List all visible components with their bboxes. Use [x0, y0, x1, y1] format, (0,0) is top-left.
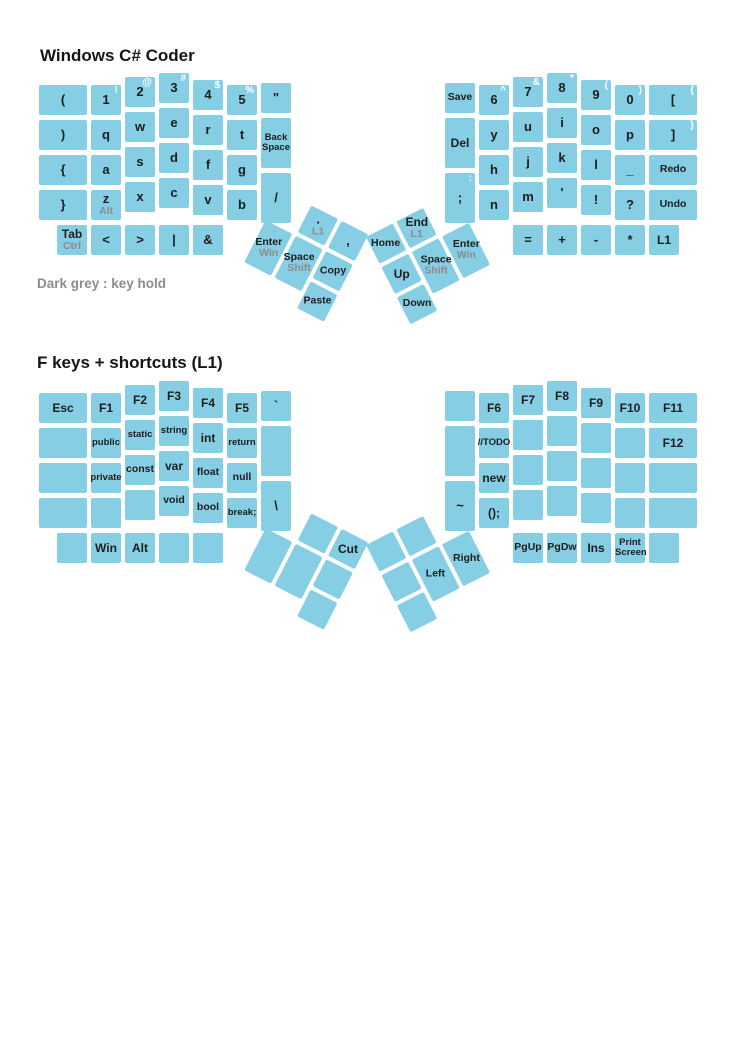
key-label-group [132, 542, 148, 555]
key-static [125, 420, 155, 450]
key-label-group [167, 390, 181, 403]
key-label-group [90, 473, 121, 483]
key-label: int [200, 430, 216, 445]
key-label: Win [95, 540, 117, 555]
key-label: Enter [254, 235, 282, 248]
key-f7 [513, 385, 543, 415]
key-label-group [197, 467, 219, 478]
key-label: / [274, 190, 278, 206]
key-label-group [228, 508, 257, 518]
key-shift-label: % [245, 85, 254, 96]
key-label: m [522, 189, 534, 205]
key-label: > [136, 232, 144, 248]
key-f10 [615, 393, 645, 423]
key-label: d [170, 150, 178, 166]
key-label-group [197, 502, 219, 513]
key-shift-label: : [468, 173, 472, 184]
key-blank [39, 498, 87, 528]
key-blank [581, 423, 611, 453]
key-blank [261, 426, 291, 476]
key-label: w [134, 119, 146, 135]
key-label: 3 [170, 80, 178, 96]
key-label: Tab [61, 226, 83, 241]
key-blank [649, 498, 697, 528]
key-label: - [593, 232, 599, 248]
key-label: " [272, 90, 280, 106]
key-label: End [405, 215, 428, 230]
key-label-group [589, 397, 603, 410]
key-label: Space [283, 251, 315, 264]
key-win [91, 533, 121, 563]
key-blank [581, 458, 611, 488]
key-label-group [482, 472, 505, 485]
key-label-group [620, 402, 641, 415]
key-label: ) [60, 127, 66, 143]
key-f11 [649, 393, 697, 423]
key-label: x [136, 189, 144, 205]
key-label: 9 [592, 87, 600, 103]
key-label: 7 [524, 84, 532, 100]
key-shift-label: { [690, 85, 694, 96]
key-bool [193, 493, 223, 523]
key-label: q [102, 127, 110, 143]
key-shift-label: $ [214, 80, 220, 91]
key-label: Home [371, 237, 401, 250]
key-label: h [490, 162, 498, 178]
key-label: ` [273, 398, 279, 414]
key-label: return [228, 437, 256, 449]
key-label-group [663, 437, 684, 450]
key-label: string [160, 425, 188, 437]
key-label: Cut [338, 541, 359, 556]
key-label-group [233, 472, 252, 483]
key-blank [125, 490, 155, 520]
key-label-group [555, 390, 569, 403]
key-hold-label: Ctrl [62, 239, 82, 252]
key-label: var [164, 458, 184, 473]
layer-l1-title: F keys + shortcuts (L1) [37, 353, 223, 372]
key-label: g [238, 162, 246, 178]
key-label: . [316, 212, 320, 228]
key-label: float [196, 466, 220, 479]
key-label: 6 [490, 92, 498, 108]
key-backtick [261, 391, 291, 421]
key-print-screen [615, 533, 645, 563]
key-label: z [102, 191, 110, 207]
key-label: 2 [136, 84, 144, 100]
key-label: F3 [166, 388, 181, 403]
key-label: j [526, 154, 530, 170]
key-label: Copy [319, 264, 346, 277]
key-label: _ [626, 162, 634, 178]
key-label: r [205, 122, 211, 138]
key-pgdw [547, 533, 577, 563]
key-const [125, 455, 155, 485]
key-pgup [513, 533, 543, 563]
key-label-group [453, 553, 480, 564]
key-label: Alt [132, 540, 148, 555]
key-label: public [92, 437, 120, 449]
key-label-group [426, 568, 445, 579]
key-label-group [235, 402, 249, 415]
key-label: b [238, 197, 246, 213]
key-blank [193, 533, 223, 563]
key-blank [513, 420, 543, 450]
key-label: F5 [234, 400, 249, 415]
key-break [227, 498, 257, 528]
key-label: F8 [554, 388, 569, 403]
key-label: Ins [587, 540, 605, 555]
key-label-group [133, 394, 147, 407]
key-label: F10 [619, 400, 641, 415]
key-label: F4 [200, 395, 215, 410]
key-label: F9 [588, 395, 603, 410]
key-label: & [203, 232, 213, 248]
key-label-group [201, 432, 216, 445]
key-label: Del [450, 135, 470, 150]
key-void [159, 486, 189, 516]
key-shift-label: } [690, 120, 694, 131]
key-label: < [102, 232, 110, 248]
key-label: c [170, 185, 178, 201]
key-blank [615, 498, 645, 528]
key-public [91, 428, 121, 458]
key-label: { [60, 162, 66, 178]
key-f8 [547, 381, 577, 411]
key-label-group [126, 464, 154, 475]
key-var [159, 451, 189, 481]
key-new [479, 463, 509, 493]
key-label: Up [393, 266, 410, 281]
key-alt [125, 533, 155, 563]
key-label-group [338, 543, 358, 556]
key-label: 0 [626, 92, 634, 108]
key-label-group [274, 399, 278, 413]
key-f6 [479, 393, 509, 423]
key-label-group [488, 507, 500, 520]
key-label: null [232, 471, 252, 484]
key-blank [581, 493, 611, 523]
key-label: k [558, 150, 566, 166]
key-label: = [524, 232, 532, 248]
key-label: Save [447, 91, 473, 104]
key-f3 [159, 381, 189, 411]
key-label: ! [593, 192, 599, 208]
key-label: Enter [452, 238, 480, 251]
key-label: //TODO [477, 437, 511, 449]
key-shift-label: ( [604, 80, 608, 91]
key-f4 [193, 388, 223, 418]
key-label: ~ [456, 498, 464, 514]
key-blank [39, 428, 87, 458]
key-label: ' [560, 185, 564, 201]
key-label-group [547, 542, 576, 553]
key-label: s [136, 154, 144, 170]
key-label-group [615, 538, 645, 559]
key-label: ; [457, 190, 463, 206]
key-hold-label: Alt [99, 205, 113, 218]
key-label-group [128, 430, 153, 440]
key-label: void [163, 494, 185, 507]
key-label: 5 [238, 92, 246, 108]
key-label: F7 [520, 392, 535, 407]
key-label: a [102, 162, 110, 178]
key-blank [649, 463, 697, 493]
key-label: \ [274, 498, 278, 514]
key-label-group [201, 397, 215, 410]
key-label: private [90, 472, 122, 484]
key-label: y [490, 127, 498, 143]
hold-legend: Dark grey : key hold [37, 276, 167, 291]
key-shift-label: ^ [500, 85, 506, 96]
key-label-group [99, 402, 113, 415]
key-label: F1 [98, 400, 113, 415]
key-label: break; [227, 507, 257, 519]
key-label: t [239, 127, 245, 143]
key-private [91, 463, 121, 493]
key-label-group [587, 542, 604, 555]
key-label: new [482, 470, 506, 485]
key-label: + [558, 232, 566, 248]
key-float [193, 458, 223, 488]
key-label-group [52, 402, 73, 415]
key-blank [39, 463, 87, 493]
key-label: Esc [52, 400, 74, 415]
key-shift-label: & [532, 77, 540, 88]
key-label-group [478, 438, 511, 448]
key-hold-label: Shift [424, 264, 448, 277]
key-label: v [204, 192, 212, 208]
key-blank [547, 486, 577, 516]
key-blank [159, 533, 189, 563]
key-label: o [592, 122, 600, 138]
key-label: u [524, 119, 532, 135]
key-return [227, 428, 257, 458]
key-label: [ [670, 92, 676, 108]
key-label: * [627, 232, 633, 248]
key-f1 [91, 393, 121, 423]
key-label: Space [420, 253, 452, 266]
key-label: e [170, 115, 178, 131]
key-label: 8 [558, 80, 566, 96]
key-int [193, 423, 223, 453]
key-label: F11 [662, 400, 683, 415]
key-parens-semicolon [479, 498, 509, 528]
key-label-group [521, 394, 535, 407]
key-label: F6 [486, 400, 501, 415]
key-shift-label: ! [114, 85, 118, 96]
key-label: ( [60, 92, 66, 108]
key-label: bool [196, 501, 220, 514]
key-label-group [514, 542, 541, 553]
key-label: const [125, 463, 154, 476]
key-blank [615, 463, 645, 493]
key-string [159, 416, 189, 446]
key-hold-label: L1 [410, 227, 423, 240]
key-blank [513, 455, 543, 485]
key-label: Print Screen [615, 536, 647, 558]
key-label: (); [488, 505, 500, 520]
key-label: Back Space [262, 131, 290, 153]
key-hold-label: Win [456, 249, 476, 262]
key-blank [513, 490, 543, 520]
key-null [227, 463, 257, 493]
key-f9 [581, 388, 611, 418]
key-label: PgDw [547, 541, 577, 554]
key-label: | [172, 232, 176, 248]
key-label-group [163, 495, 185, 506]
key-blank [445, 391, 475, 421]
key-esc [39, 393, 87, 423]
key-label: n [490, 197, 498, 213]
key-label: Undo [659, 198, 687, 211]
key-label: F12 [662, 435, 684, 450]
key-blank [547, 451, 577, 481]
key-label-group [663, 402, 683, 415]
key-label: 4 [204, 87, 212, 103]
key-blank [445, 426, 475, 476]
key-f5 [227, 393, 257, 423]
key-hold-label: L1 [311, 225, 324, 238]
key-label: 1 [102, 92, 110, 108]
layer-base-title: Windows C# Coder [40, 46, 195, 65]
key-hold-label: Win [258, 246, 278, 259]
key-label: Paste [303, 295, 332, 308]
key-label-group [95, 542, 117, 555]
key-label: PgUp [514, 541, 542, 554]
key-label: Down [402, 297, 432, 310]
key-label: L1 [656, 232, 671, 247]
key-label: Redo [659, 163, 687, 176]
key-shift-label: @ [142, 77, 152, 88]
key-label: F2 [132, 392, 147, 407]
key-f2 [125, 385, 155, 415]
key-shift-label: * [570, 73, 574, 84]
key-todo-comment [479, 428, 509, 458]
key-label: l [594, 157, 598, 173]
key-label: , [346, 233, 350, 249]
key-blank [91, 498, 121, 528]
key-label: f [205, 157, 211, 173]
key-label: } [60, 197, 66, 213]
key-label: i [560, 115, 564, 131]
key-label-group [92, 438, 120, 448]
key-hold-label: Shift [286, 262, 311, 275]
key-shift-label: ) [638, 85, 642, 96]
key-label: ] [670, 127, 676, 143]
key-blank [649, 533, 679, 563]
key-f12 [649, 428, 697, 458]
key-blank [547, 416, 577, 446]
key-label: Right [452, 552, 480, 565]
key-label-group [161, 426, 187, 436]
key-shift-label: # [180, 73, 186, 84]
key-blank [57, 533, 87, 563]
key-label: static [127, 429, 153, 441]
key-label-group [487, 402, 501, 415]
key-label-group [228, 438, 255, 448]
key-label-group [165, 460, 183, 473]
key-label: p [626, 127, 634, 143]
key-blank [615, 428, 645, 458]
key-label: Left [426, 567, 446, 580]
key-ins [581, 533, 611, 563]
key-label: ? [626, 197, 634, 213]
